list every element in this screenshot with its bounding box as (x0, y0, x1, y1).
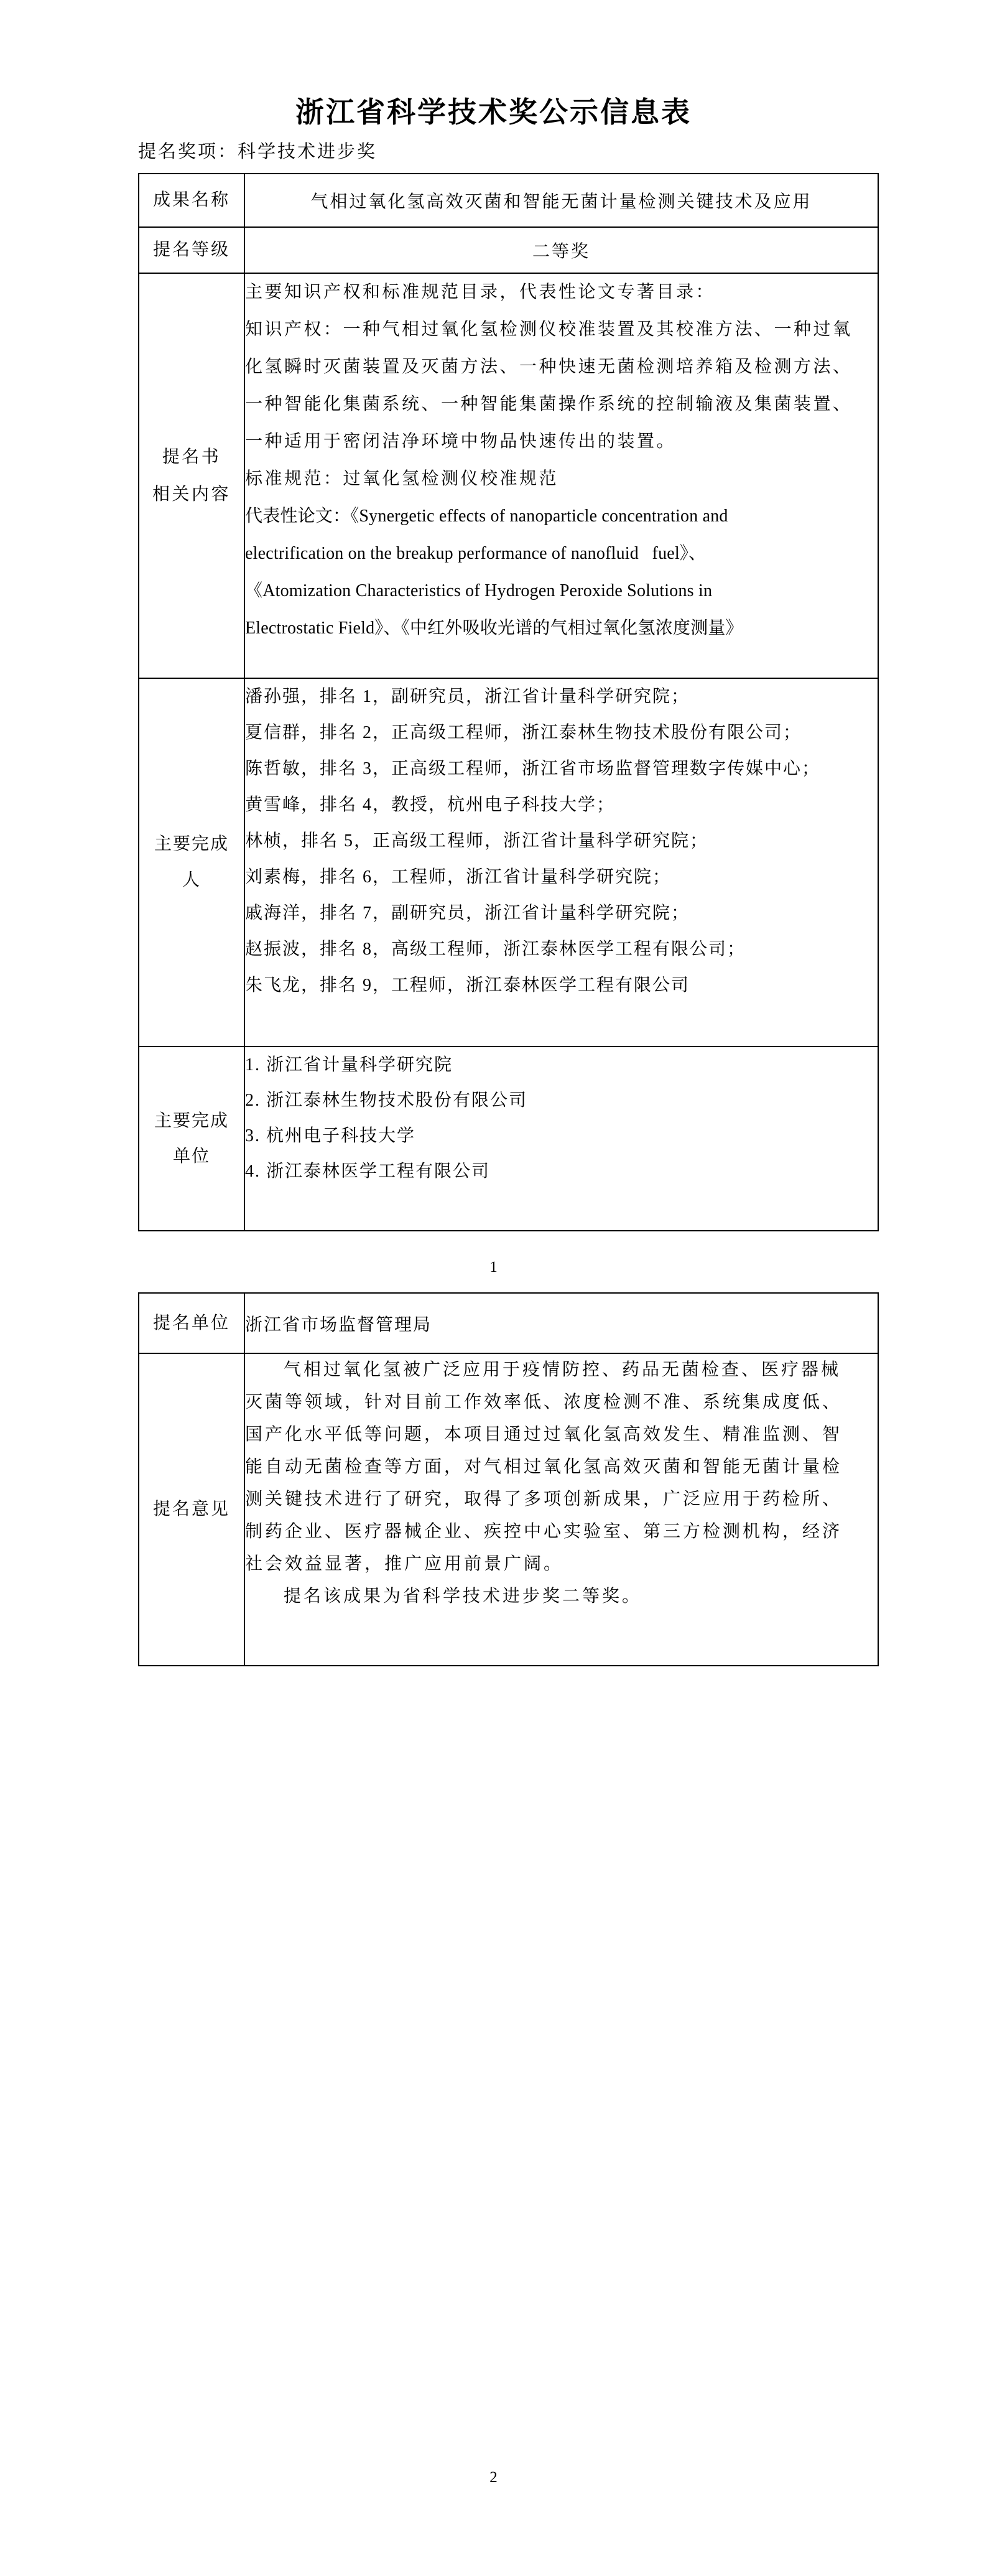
unit-item: 2. 浙江泰林生物技术股份有限公司 (245, 1091, 528, 1110)
award-category-line (138, 141, 377, 163)
nomination-table (138, 1292, 879, 1666)
text-line: 《Atomization Characteristics of Hydrogen Peroxide Solutions in (245, 581, 713, 600)
nomination-grade-value: 二等奖 (244, 227, 878, 273)
text-line: 社会效益显著，推广应用前景广阔。 (245, 1554, 564, 1574)
page-number-1: 1 (489, 1259, 498, 1276)
table-row-nominating-unit (139, 1293, 878, 1353)
table-row-main-units (139, 1047, 878, 1231)
completer-item: 林桢，排名 5，正高级工程师，浙江省计量科学研究院； (245, 831, 709, 851)
text-line: 一种智能化集菌系统、一种智能集菌操作系统的控制输液及集菌装置、 (245, 394, 853, 414)
completer-item: 刘素梅，排名 6，工程师，浙江省计量科学研究院； (245, 867, 672, 887)
text-line: 一种适用于密闭洁净环境中物品快速传出的装置。 (245, 432, 677, 451)
label-line: 提名书 (162, 447, 221, 467)
label-main-units (139, 1047, 244, 1231)
completer-item: 陈哲敏，排名 3，正高级工程师，浙江省市场监督管理数字传媒中心； (245, 759, 821, 778)
table-row-main-completers (139, 678, 878, 1047)
completer-item: 黄雪峰，排名 4，教授，杭州电子科技大学； (245, 795, 616, 814)
table-row-achievement (139, 174, 878, 227)
text-line: 国产化水平低等问题，本项目通过过氧化氢高效发生、精准监测、智 (245, 1425, 843, 1444)
label-line: 主要完成 (154, 834, 229, 854)
text-line: 灭菌等领域，针对目前工作效率低、浓度检测不准、系统集成度低、 (245, 1393, 843, 1412)
text-line: 制药企业、医疗器械企业、疾控中心实验室、第三方检测机构，经济 (245, 1522, 843, 1541)
unit-item: 3. 杭州电子科技大学 (245, 1126, 416, 1146)
table-row-nomination-opinion (139, 1353, 878, 1666)
label-line: 单位 (172, 1147, 210, 1166)
label-nomination-grade: 提名等级 (139, 227, 244, 273)
award-category-label: 提名奖项： (138, 142, 238, 162)
unit-item: 1. 浙江省计量科学研究院 (245, 1055, 453, 1075)
nominating-unit-value: 浙江省市场监督管理局 (244, 1293, 878, 1353)
text-line: Electrostatic Field》、《中红外吸收光谱的气相过氧化氢浓度测量》 (245, 618, 743, 638)
unit-item: 4. 浙江泰林医学工程有限公司 (245, 1162, 491, 1181)
text-line: 气相过氧化氢被广泛应用于疫情防控、药品无菌检查、医疗器械 (284, 1360, 841, 1379)
award-info-table (138, 173, 879, 1231)
page-title: 浙江省科学技术奖公示信息表 (295, 96, 692, 128)
label-achievement-name: 成果名称 (139, 174, 244, 227)
achievement-name-value: 气相过氧化氢高效灭菌和智能无菌计量检测关键技术及应用 (244, 174, 878, 227)
page-number-2: 2 (489, 2469, 498, 2486)
text-line: 测关键技术进行了研究，取得了多项创新成果，广泛应用于药检所、 (245, 1490, 843, 1509)
main-completers-list (244, 678, 878, 1047)
text-line: 化氢瞬时灭菌装置及灭菌方法、一种快速无菌检测培养箱及检测方法、 (245, 357, 853, 376)
label-line: 相关内容 (152, 484, 231, 504)
label-line: 主要完成 (154, 1111, 229, 1131)
text-line: 能自动无菌检查等方面，对气相过氧化氢高效灭菌和智能无菌计量检 (245, 1457, 843, 1477)
nomination-opinion-text (244, 1353, 878, 1666)
label-main-completers (139, 678, 244, 1047)
text-line: 代表性论文：《Synergetic effects of nanoparticle concentration and (245, 506, 728, 526)
text-line: 提名该成果为省科学技术进步奖二等奖。 (284, 1587, 642, 1606)
label-nomination-opinion: 提名意见 (139, 1353, 244, 1666)
text-line: electrification on the breakup performance of nanofluid fuel》、 (245, 544, 707, 563)
award-category-value: 科学技术进步奖 (238, 142, 378, 162)
label-nomination-book-content (139, 273, 244, 678)
label-nominating-unit: 提名单位 (139, 1293, 244, 1353)
text-line: 标准规范：过氧化氢检测仪校准规范 (245, 469, 559, 488)
text-line: 主要知识产权和标准规范目录，代表性论文专著目录： (245, 282, 716, 302)
completer-item: 戚海洋，排名 7，副研究员，浙江省计量科学研究院； (245, 903, 690, 923)
label-line: 人 (182, 870, 201, 890)
completer-item: 潘孙强，排名 1，副研究员，浙江省计量科学研究院； (245, 687, 690, 706)
main-units-list (244, 1047, 878, 1231)
table-row-grade (139, 227, 878, 273)
table-row-nomination-content (139, 273, 878, 678)
nomination-content-text (244, 273, 878, 678)
completer-item: 朱飞龙，排名 9，工程师，浙江泰林医学工程有限公司 (245, 976, 690, 995)
text-line: 知识产权：一种气相过氧化氢检测仪校准装置及其校准方法、一种过氧 (245, 320, 853, 339)
completer-item: 夏信群，排名 2，正高级工程师，浙江泰林生物技术股份有限公司； (245, 723, 802, 742)
completer-item: 赵振波，排名 8，高级工程师，浙江泰林医学工程有限公司； (245, 940, 746, 959)
